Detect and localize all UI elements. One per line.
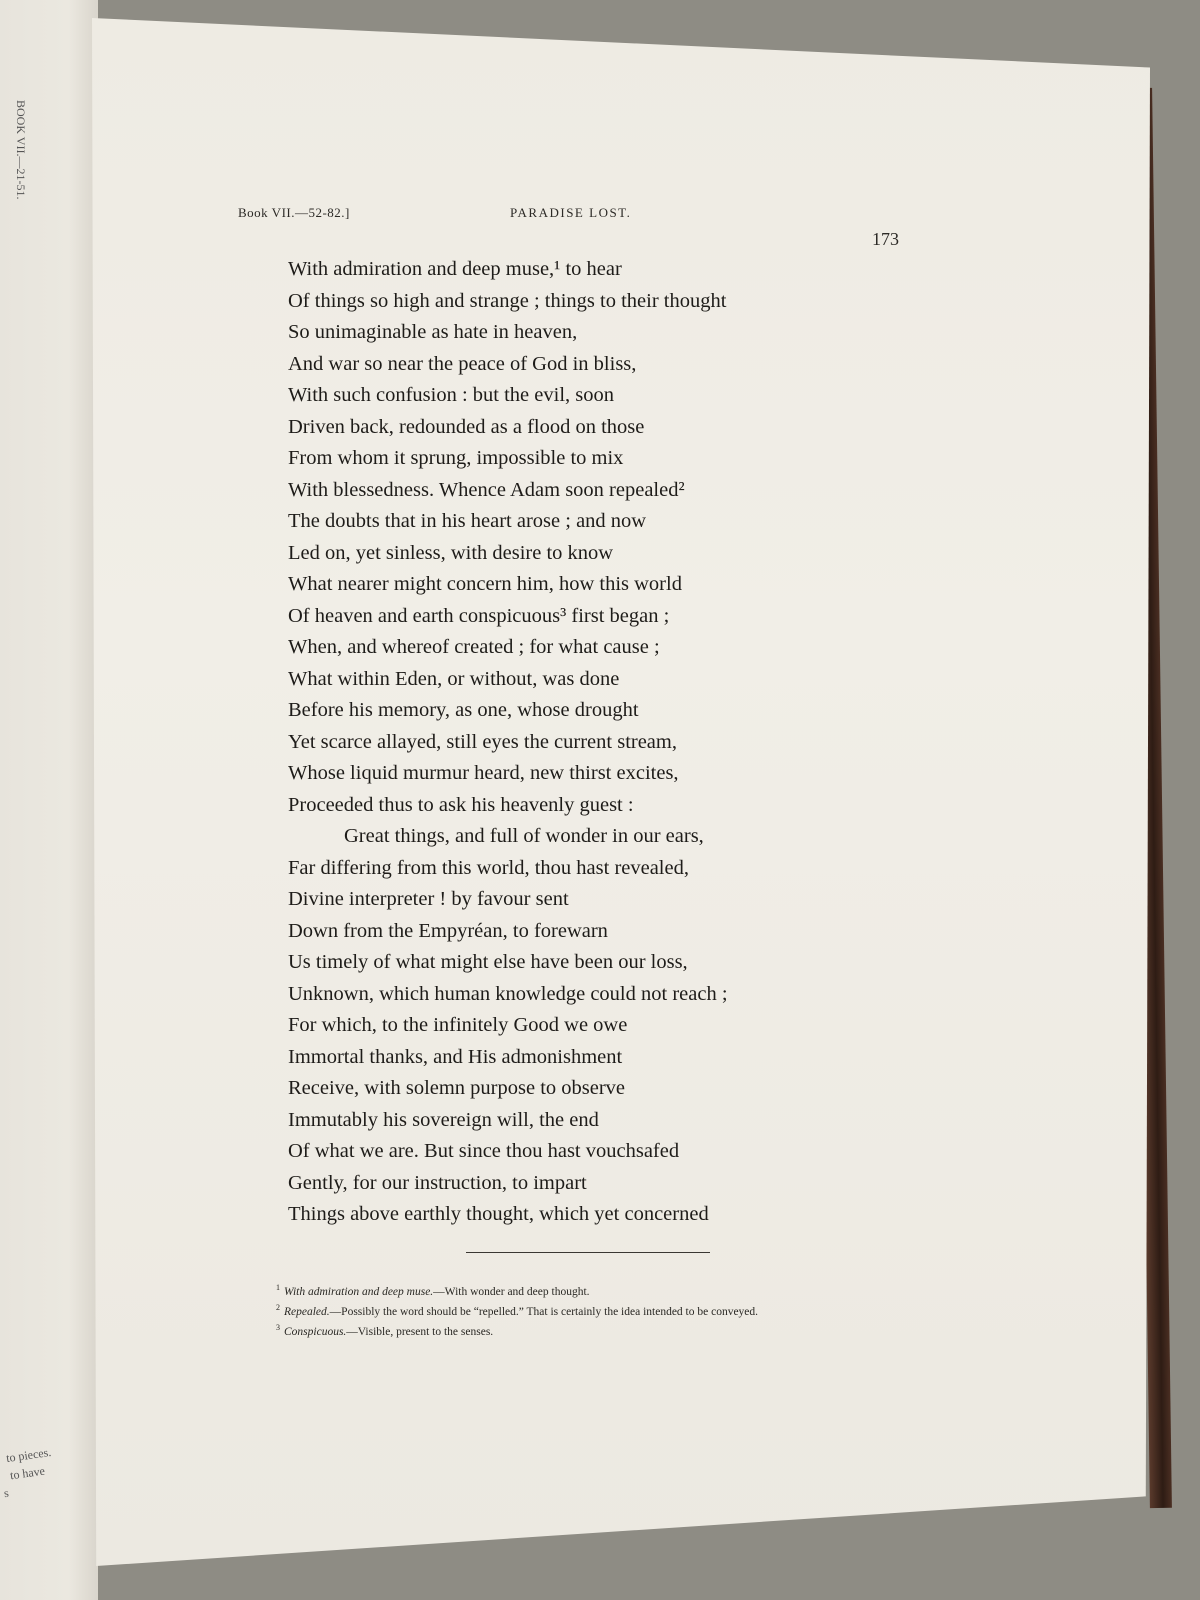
poem-line: Unknown, which human knowledge could not reach ; <box>288 982 728 1005</box>
poem-line: Receive, with solemn purpose to observe <box>288 1077 626 1099</box>
footnote-marker: 3 <box>276 1322 280 1332</box>
facing-page-text-fragment: s <box>2 1485 10 1501</box>
footnote-text: —Visible, present to the senses. <box>346 1325 494 1338</box>
footnote-text: —With wonder and deep thought. <box>433 1285 590 1298</box>
book-title-header: PARADISE LOST. <box>510 205 632 220</box>
poem-line: Great things, and full of wonder in our ears, <box>344 825 704 847</box>
poem-line: Gently, for our instruction, to impart <box>288 1171 587 1194</box>
poem-line: Immutably his sovereign will, the end <box>288 1108 599 1131</box>
footnote-term: Repealed. <box>284 1305 330 1318</box>
poem-line: With admiration and deep muse,¹ to hear <box>288 258 622 280</box>
footnote-text: —Possibly the word should be “repelled.” That is certainly the idea intended to be conveyed. <box>329 1305 759 1318</box>
footnote-term: With admiration and deep muse. <box>284 1285 434 1298</box>
poem-line: Down from the Empyréan, to forewarn <box>288 919 608 942</box>
poem-line: Of what we are. But since thou hast vouchsafed <box>288 1140 680 1162</box>
poem-line: Us timely of what might else have been our loss, <box>288 951 688 973</box>
poem-line: From whom it sprung, impossible to mix <box>288 447 624 469</box>
poem-line: What within Eden, or without, was done <box>288 667 620 690</box>
page-number: 173 <box>872 229 899 249</box>
footnote-marker: 1 <box>276 1283 280 1292</box>
poem-text <box>288 254 888 1231</box>
running-head <box>238 205 918 249</box>
facing-page-running-head: BOOK VII.—21-51. <box>14 100 28 200</box>
poem-line: Of heaven and earth conspicuous³ first began ; <box>288 604 670 627</box>
poem-line: Before his memory, as one, whose drought <box>288 699 639 721</box>
poem-line: Driven back, redounded as a flood on those <box>288 415 645 438</box>
poem-line: So unimaginable as hate in heaven, <box>288 321 578 343</box>
poem-line: Immortal thanks, and His admonishment <box>288 1045 623 1068</box>
poem-line: Yet scarce allayed, still eyes the current stream, <box>288 730 677 753</box>
poem-line: Led on, yet sinless, with desire to know <box>288 541 614 564</box>
footnote-divider <box>466 1252 710 1253</box>
poem-line: What nearer might concern him, how this world <box>288 573 682 595</box>
footnotes <box>276 1280 876 1339</box>
footnote-marker: 2 <box>276 1302 280 1312</box>
facing-page-text-fragment: to pieces. <box>5 1444 53 1466</box>
footnote <box>276 1280 876 1300</box>
poem-line: With blessedness. Whence Adam soon repealed² <box>288 478 685 501</box>
footnote <box>276 1320 876 1340</box>
poem-line: With such confusion : but the evil, soon <box>288 384 614 406</box>
book-section-reference: Book VII.—52-82.] <box>238 205 350 220</box>
poem-line: Far differing from this world, thou hast revealed, <box>288 856 689 879</box>
poem-line: Whose liquid murmur heard, new thirst excites, <box>288 762 679 784</box>
poem-line: Things above earthly thought, which yet concerned <box>288 1203 709 1225</box>
footnote <box>276 1300 876 1320</box>
footnote-term: Conspicuous. <box>284 1325 347 1338</box>
poem-line: For which, to the infinitely Good we owe <box>288 1014 628 1036</box>
poem-line: Proceeded thus to ask his heavenly guest : <box>288 793 634 816</box>
poem-line: The doubts that in his heart arose ; and now <box>288 510 647 532</box>
poem-line: Divine interpreter ! by favour sent <box>288 888 569 910</box>
poem-line: Of things so high and strange ; things to their thought <box>288 289 727 312</box>
facing-page-text-fragment: to have <box>9 1463 46 1483</box>
facing-page-edge <box>0 0 98 1600</box>
poem-line: And war so near the peace of God in bliss, <box>288 352 637 375</box>
poem-line: When, and whereof created ; for what cause ; <box>288 636 660 658</box>
